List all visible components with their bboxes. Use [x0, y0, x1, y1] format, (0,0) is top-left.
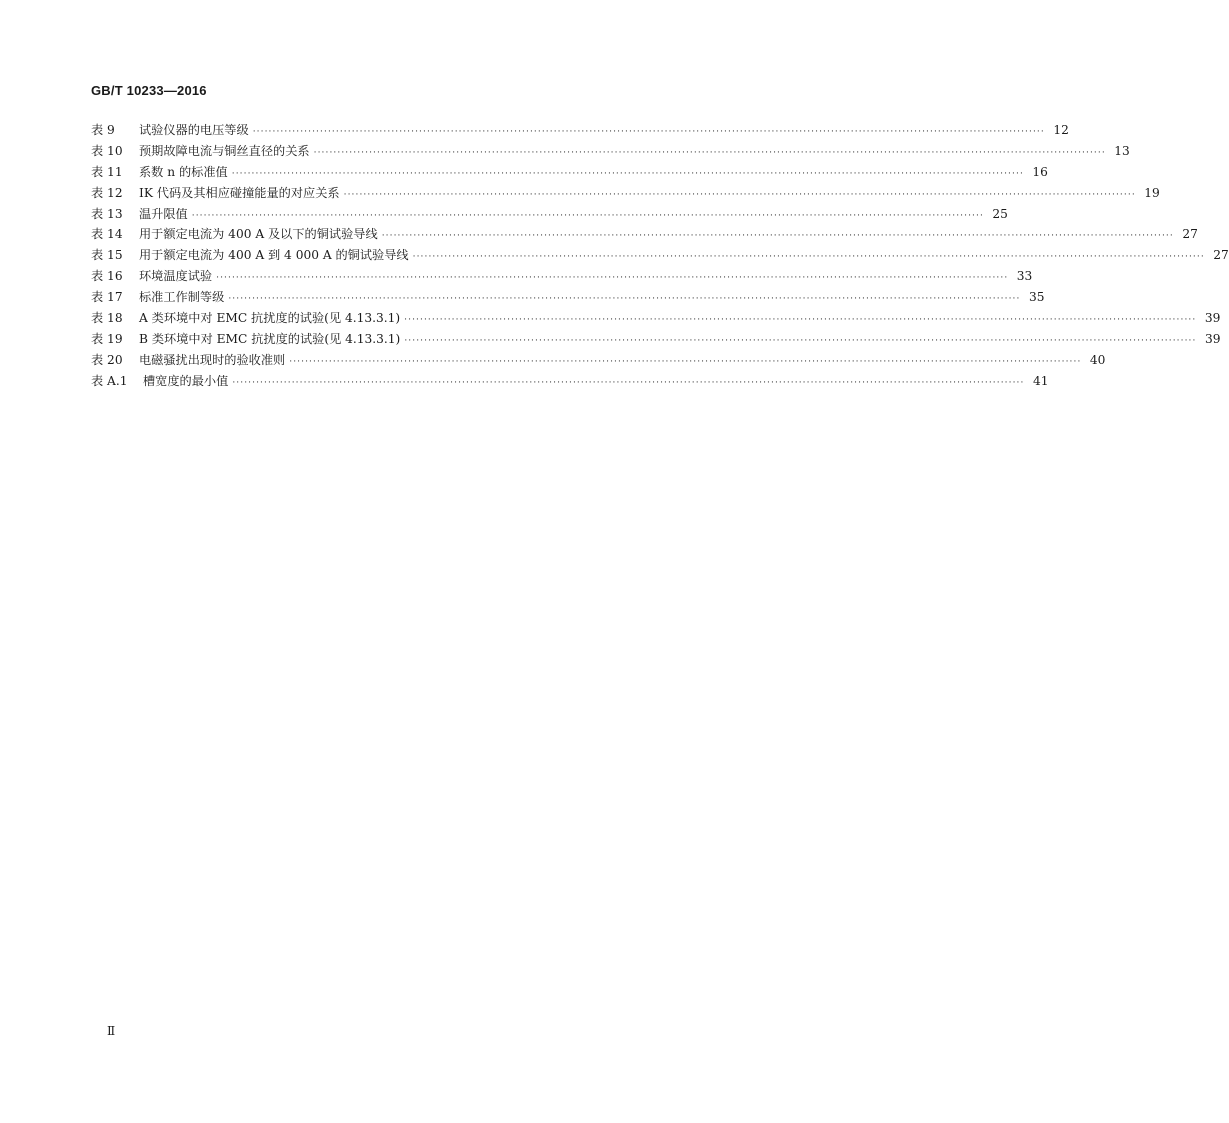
toc-entry-title: 预期故障电流与铜丝直径的关系: [139, 143, 310, 158]
toc-leader-dots: ········································································································································································································: [289, 356, 1082, 367]
toc-entry-title: B 类环境中对 EMC 抗扰度的试验(见 4.13.3.1): [139, 331, 401, 346]
toc-entry-page: 25: [992, 206, 1008, 221]
toc-leader-dots: ········································································································································································································: [228, 294, 1021, 305]
toc-entry-title: 电磁骚扰出现时的验收准则: [139, 352, 286, 367]
toc-entry-title: A 类环境中对 EMC 抗扰度的试验(见 4.13.3.1): [139, 311, 401, 326]
toc-entry-page: 41: [1032, 373, 1049, 388]
toc-leader-dots: ········································································································································································································: [343, 189, 1136, 200]
toc-entry-page: 39: [1204, 311, 1221, 326]
toc-entry-page: 27: [1213, 248, 1229, 263]
toc-entry-label: 表 15: [91, 248, 123, 263]
document-id: GB/T 10233—2016: [91, 83, 207, 98]
toc-entry[interactable]: [91, 308, 1221, 329]
toc-entry[interactable]: [91, 329, 1221, 350]
toc-entry-page: 27: [1182, 227, 1198, 242]
toc-entry-label: 表 11: [91, 164, 123, 179]
toc-leader-dots: ········································································································································································································: [231, 168, 1024, 179]
toc-entry-label: 表 17: [91, 290, 123, 305]
toc-entry-label: 表 18: [91, 311, 123, 326]
toc-entry[interactable]: [91, 224, 1198, 245]
toc-entry[interactable]: [91, 266, 1033, 287]
toc-entry-label: 表 A.1: [91, 373, 128, 388]
toc-leader-dots: ········································································································································································································: [404, 335, 1197, 346]
toc-entry[interactable]: [91, 162, 1048, 183]
toc-entry-label: 表 13: [91, 206, 123, 221]
toc-entry[interactable]: [91, 245, 1229, 266]
toc-entry-page: 33: [1016, 269, 1033, 284]
toc-entry-page: 16: [1032, 164, 1048, 179]
toc-leader-dots: ········································································································································································································: [412, 252, 1205, 263]
toc-entry-title: 环境温度试验: [139, 269, 213, 284]
toc-entry-title: IK 代码及其相应碰撞能量的对应关系: [139, 185, 340, 200]
toc-entry-label: 表 10: [91, 143, 123, 158]
toc-entry-page: 13: [1114, 143, 1130, 158]
toc-entry[interactable]: [91, 350, 1106, 371]
toc-leader-dots: ········································································································································································································: [232, 377, 1025, 388]
toc-entry[interactable]: [91, 287, 1045, 308]
toc-entry-label: 表 12: [91, 185, 123, 200]
toc-entry-title: 用于额定电流为 400 A 到 4 000 A 的铜试验导线: [139, 248, 409, 263]
toc-entry[interactable]: [91, 183, 1160, 204]
toc-leader-dots: ········································································································································································································: [191, 210, 984, 221]
page-number: Ⅱ: [107, 1024, 115, 1038]
toc-entry[interactable]: [91, 120, 1069, 141]
toc-entry-title: 用于额定电流为 400 A 及以下的铜试验导线: [139, 227, 378, 242]
toc-entry-page: 35: [1028, 290, 1045, 305]
toc-entry-label: 表 9: [91, 123, 115, 137]
toc-entry-page: 40: [1089, 352, 1106, 367]
table-of-contents: [91, 120, 1229, 392]
toc-entry-title: 槽宽度的最小值: [143, 373, 229, 388]
toc-entry-label: 表 14: [91, 227, 123, 242]
toc-leader-dots: ········································································································································································································: [381, 231, 1174, 242]
toc-entry[interactable]: [91, 141, 1130, 162]
toc-entry-page: 39: [1204, 331, 1221, 346]
toc-entry-title: 系数 n 的标准值: [139, 164, 228, 179]
toc-leader-dots: ········································································································································································································: [313, 147, 1106, 158]
toc-entry-label: 表 20: [91, 352, 123, 367]
toc-entry[interactable]: [91, 371, 1049, 392]
toc-entry-title: 标准工作制等级: [139, 290, 225, 305]
toc-entry-title: 试验仪器的电压等级: [139, 123, 249, 137]
toc-leader-dots: ········································································································································································································: [252, 127, 1045, 137]
toc-entry-label: 表 16: [91, 269, 123, 284]
toc-leader-dots: ········································································································································································································: [216, 273, 1009, 284]
toc-entry-page: 19: [1144, 185, 1160, 200]
toc-entry-title: 温升限值: [139, 206, 188, 221]
toc-leader-dots: ········································································································································································································: [404, 315, 1197, 326]
toc-entry[interactable]: [91, 204, 1008, 225]
toc-entry-page: 12: [1053, 123, 1069, 137]
toc-entry-label: 表 19: [91, 331, 123, 346]
